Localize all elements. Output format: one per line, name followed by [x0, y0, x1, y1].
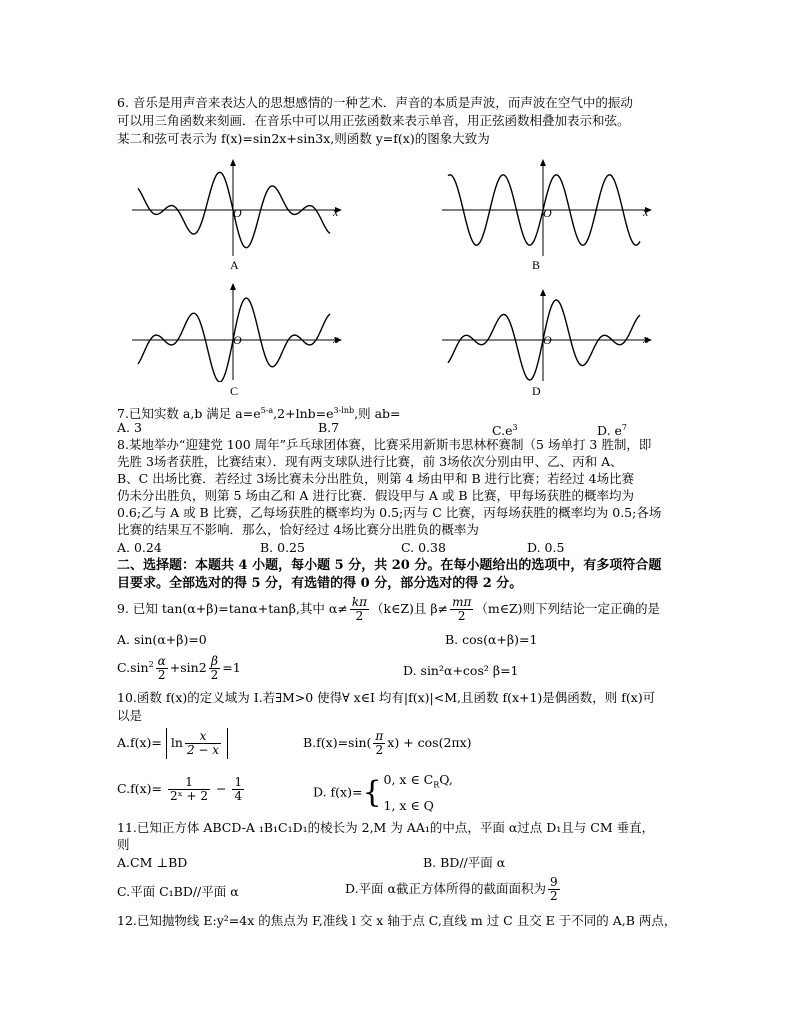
q9-option-b[interactable]: B. cos(α+β)=1 — [445, 632, 538, 647]
q7-option-a[interactable]: A. 3 — [117, 420, 142, 435]
q10-option-b[interactable]: B.f(x)=sin( $\frac{\pi}{2}$ x) + cos(2πx) — [303, 729, 472, 757]
q10-line-1: 10.函数 f(x)的定义域为 I.若∃M>0 使得∀ x∈I 均有|f(x)|<M,且函数 f(x+1)是偶函数，则 f(x)可 — [117, 690, 656, 705]
q6-graph-c-label: C — [230, 384, 239, 398]
q7-stem: 7.已知实数 a,b 满足 $a=e^{5-a},2+\ln b=e^{3-lnb}$,则 ab= — [117, 406, 401, 422]
q12-line-1: 12.已知抛物线 E:y²=4x 的焦点为 F,准线 l 交 x 轴于点 C,直线 m 过 C 且交 E 于不同的 A,B 两点， — [117, 913, 677, 928]
q6-line-3: 某二和弦可表示为 f(x)=sin2x+sin3x,则函数 y=f(x)的图象大致为 — [117, 131, 490, 146]
q8-option-c[interactable]: C. 0.38 — [401, 540, 446, 555]
q10-line-2: 以是 — [117, 708, 143, 723]
q11-option-c[interactable]: C.平面 C₁BD//平面 α — [117, 884, 239, 899]
q6-graph-a-xlabel: x — [333, 205, 339, 219]
q9-stem: 9. 已知 tan(α+β)=tanα+tanβ,其中 α≠ $\frac{k\pi}{2}$ （k∈Z)且 β≠ $\frac{m\pi}{2}$ （m∈Z)则下列结论一定正确的是 — [117, 595, 661, 623]
q8-line-2: 先胜 3场者获胜，比赛结束）．现有两支球队进行比赛，前 3场依次分别由甲、乙、丙和 A、 — [117, 454, 623, 469]
q9-option-d[interactable]: D. sin²α+cos² β=1 — [403, 663, 519, 678]
q6-graph-d-label: D — [532, 384, 541, 398]
q6-line-1: 6. 音乐是用声音来表达人的思想感情的一种艺术．声音的本质是声波，而声波在空气中的振动 — [117, 95, 633, 110]
q8-line-6: 比赛的结果互不影响．那么，恰好经过 4场比赛分出胜负的概率为 — [117, 522, 479, 537]
q8-line-1: 8.某地举办“迎建党 100 周年”乒乓球团体赛，比赛采用新斯韦思林杯赛制（5 场单打 3 胜制，即 — [117, 437, 652, 452]
q8-option-b[interactable]: B. 0.25 — [260, 540, 305, 555]
q8-line-3: B、C 出场比赛．若经过 3场比赛未分出胜负，则第 4 场由甲和 B 进行比赛；若经过 4场比赛 — [117, 471, 635, 486]
section-2-heading-line-2: 目要求。全部选对的得 5 分，有选错的得 0 分，部分选对的得 2 分。 — [117, 576, 523, 591]
q10-option-d[interactable]: D. f(x)={ 0, x ∈ $C_RQ$, 1, x ∈ Q — [313, 772, 453, 813]
q8-option-d[interactable]: D. 0.5 — [527, 540, 565, 555]
q6-graph-b-origin: O — [543, 206, 552, 220]
q7-option-c[interactable]: $C.e^3$ — [492, 423, 518, 439]
q6-graph-c-xlabel: x — [333, 332, 339, 346]
q6-graph-d-xlabel: x — [643, 332, 649, 346]
q10-option-c[interactable]: C.f(x)= $\frac{1}{\text{2ˣ + 2}}$ − $\frac{1}{4}$ — [117, 775, 243, 803]
q7-option-d[interactable]: D. $e^7$ — [597, 423, 628, 439]
q6-graph-a-origin: O — [233, 206, 242, 220]
q6-line-2: 可以用三角函数来刻画．在音乐中可以用正弦函数来表示单音，用正弦函数相叠加表示和弦。 — [117, 113, 630, 128]
q8-line-5: 0.6;乙与 A 或 B 比赛，乙每场获胜的概率均为 0.5;丙与 C 比赛，丙每场获胜的概率均为 0.5;各场 — [117, 505, 662, 520]
q11-option-b[interactable]: B. BD//平面 α — [423, 855, 506, 870]
q9-option-c[interactable]: $C.\sin^2$ $\frac{\alpha}{2}$ +sin2 $\frac{\beta}{2}$ =1 — [117, 654, 241, 682]
section-2-heading-line-1: 二、选择题：本题共 4 小题，每小题 5 分，共 20 分。在每小题给出的选项中，有多项符合题 — [117, 558, 662, 573]
q11-line-1: 11.已知正方体 ABCD-A ₁B₁C₁D₁的棱长为 2,M 为 AA₁的中点，平面 α过点 D₁且与 CM 垂直， — [117, 820, 655, 835]
q6-graph-c-origin: O — [233, 333, 242, 347]
q6-graph-b-xlabel: x — [643, 205, 649, 219]
q6-graph-d-origin: O — [543, 333, 552, 347]
q11-option-d[interactable]: D.平面 α截正方体所得的截面面积为 $\frac{9}{2}$ — [345, 875, 558, 903]
q8-line-4: 仍未分出胜负，则第 5 场由乙和 A 进行比赛．假设甲与 A 或 B 比赛，甲每场获胜的概率均为 — [117, 488, 634, 503]
q11-line-2: 则 — [117, 837, 130, 852]
q8-option-a[interactable]: A. 0.24 — [117, 540, 162, 555]
q9-option-a[interactable]: A. sin(α+β)=0 — [117, 632, 207, 647]
q6-graph-c — [130, 282, 345, 382]
q11-option-a[interactable]: A.CM ⊥BD — [117, 855, 188, 870]
q6-graph-b-label: B — [532, 258, 541, 272]
q6-graph-a-label: A — [230, 258, 239, 272]
q7-option-b[interactable]: B.7 — [318, 420, 340, 435]
q10-option-a[interactable]: A.f(x)= ln $\frac{x}{2 - x}$ — [117, 728, 228, 759]
